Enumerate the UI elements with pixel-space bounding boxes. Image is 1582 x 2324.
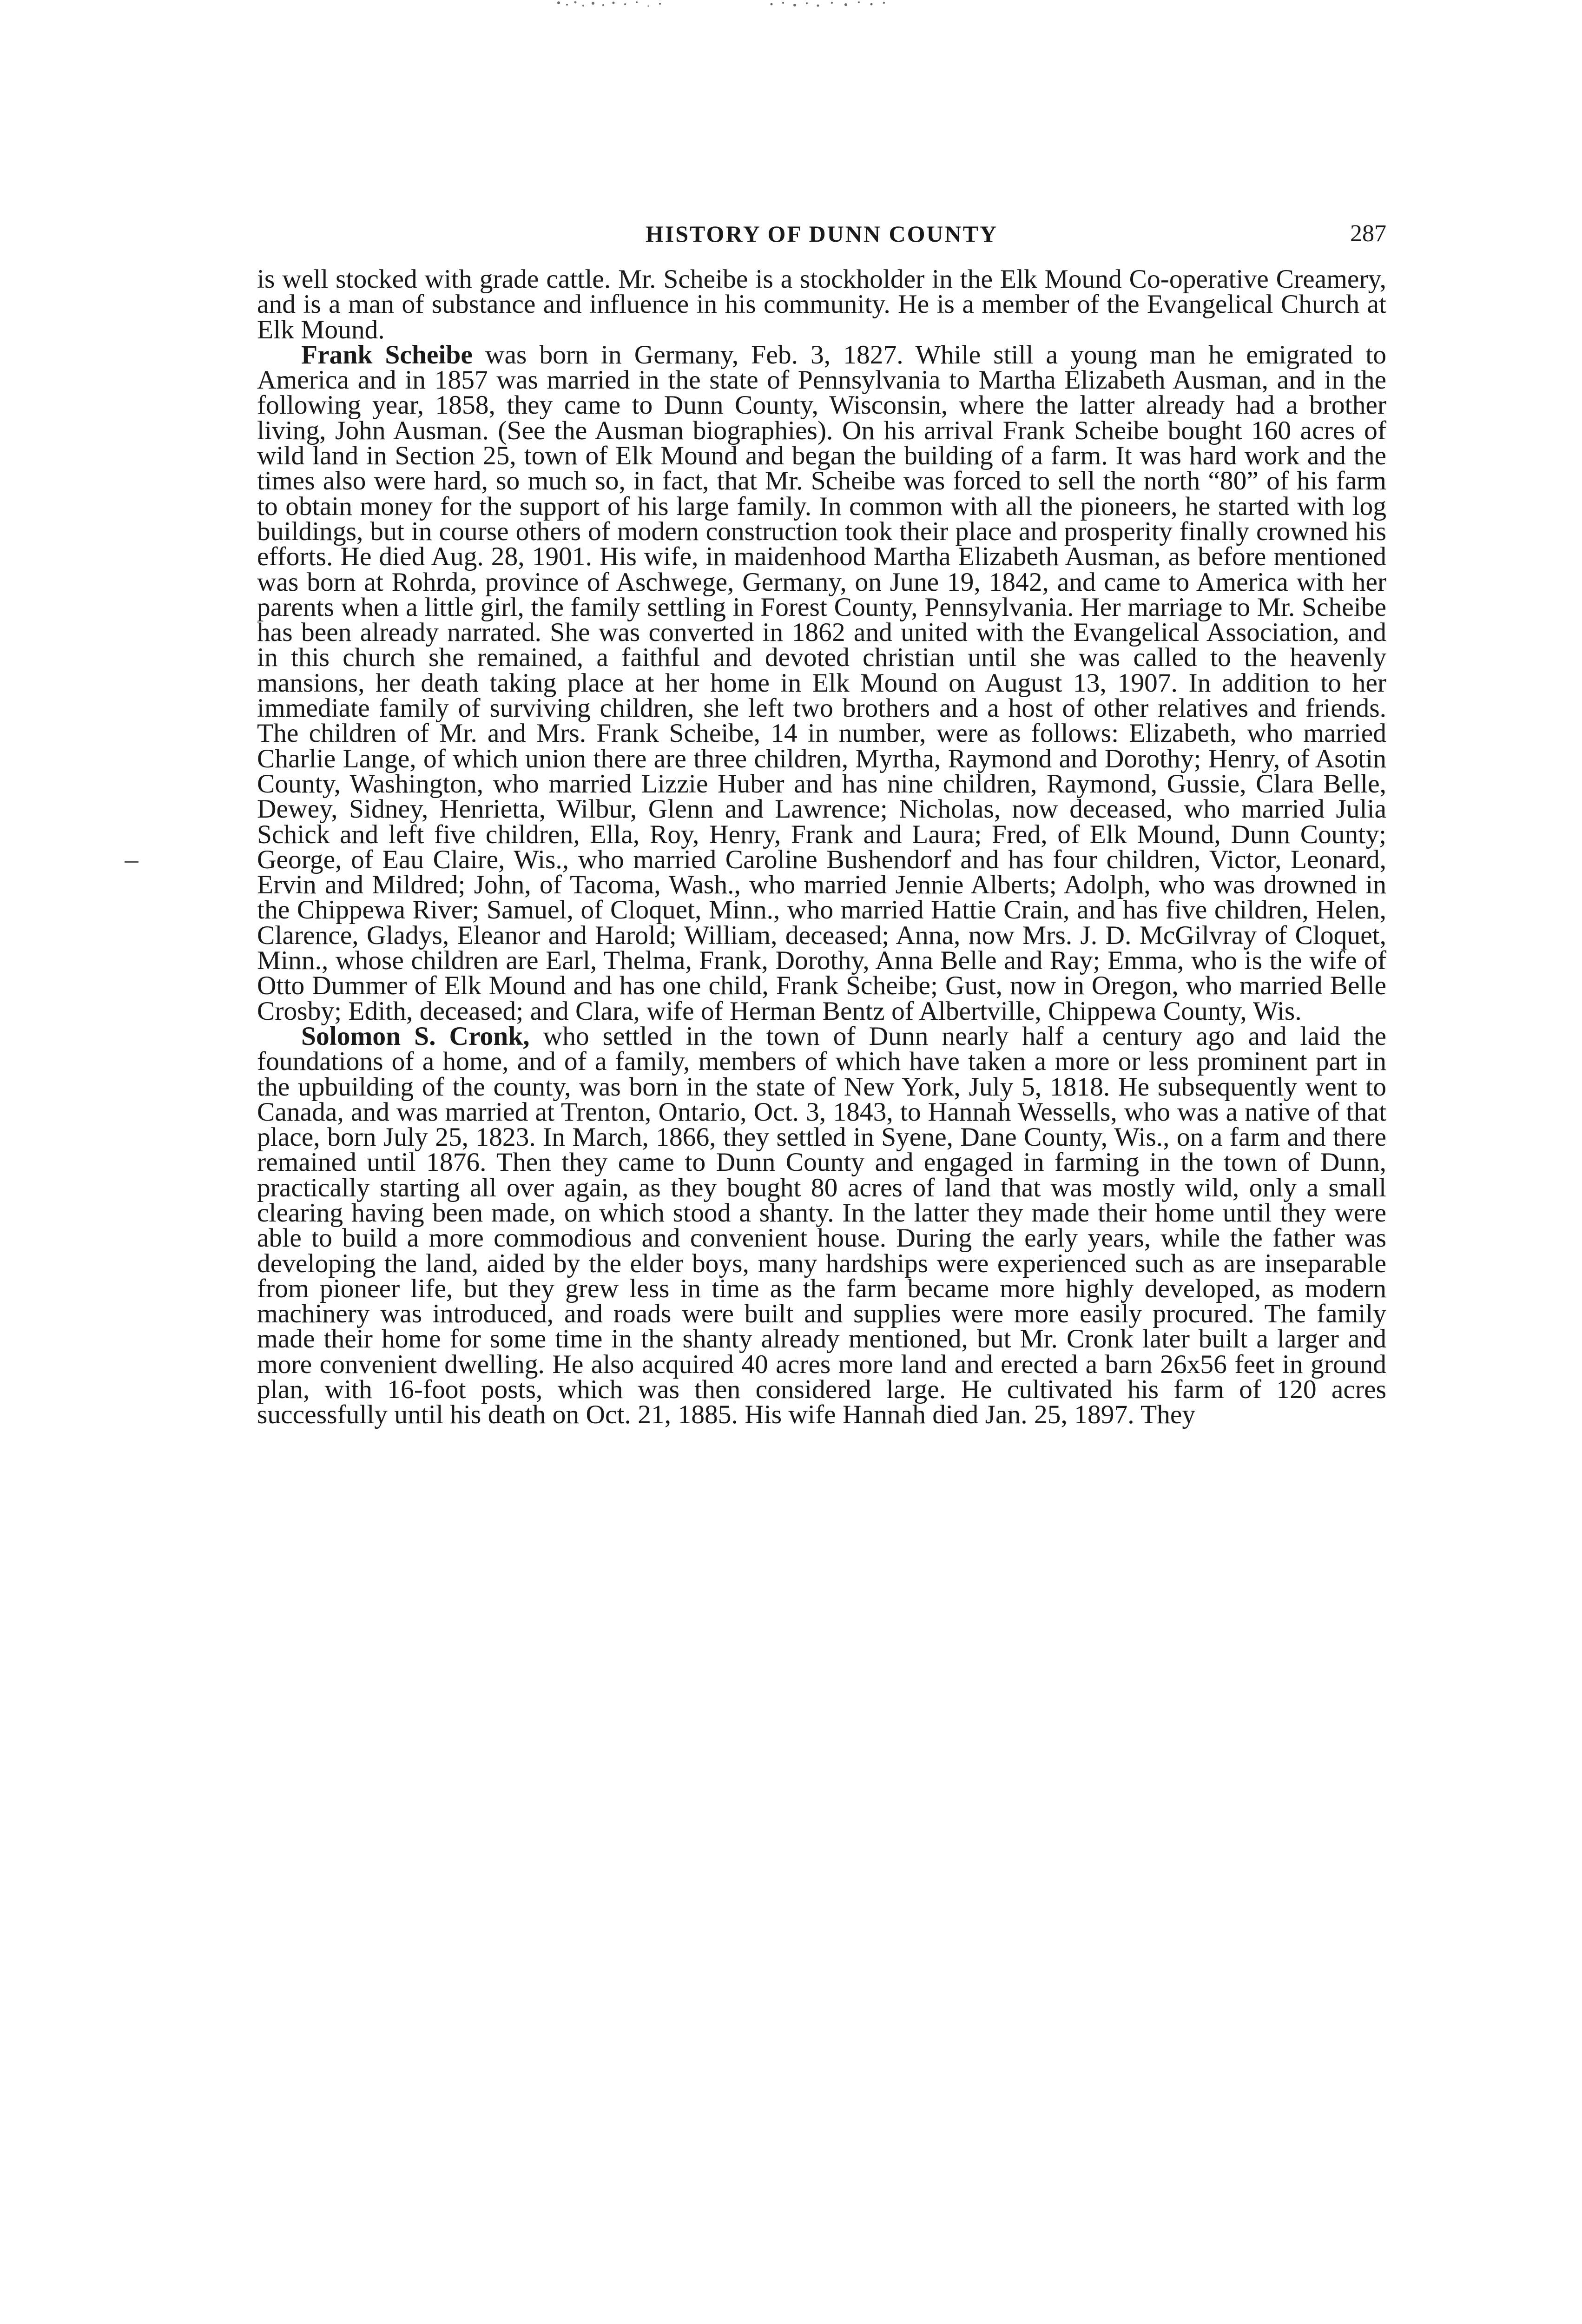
paragraph-continuation bbox=[257, 264, 1386, 344]
paragraph-text: was born in Germany, Feb. 3, 1827. While still a young man he emigrated to America and in 1857 was married in the state of Pennsylvania to Martha Elizabeth Ausman, and in the following year, 1858, they came to Dunn County, Wisconsin, where the latter already had a brother living, John Ausman. (See the Ausman biographies). On his arrival Frank Scheibe bought 160 acres of wild land in Section 25, town of Elk Mound and began the building of a farm. It was hard work and the times also were hard, so much so, in fact, that Mr. Scheibe was forced to sell the north “80” of his farm to obtain money for the support of his large family. In common with all the pioneers, he started with log buildings, but in course others of modern construction took their place and prosperity finally crowned his efforts. He died Aug. 28, 1901. His wife, in maidenhood Martha Elizabeth Ausman, as before mentioned was born at Rohrda, province of Aschwege, Germany, on June 19, 1842, and came to America with her parents when a little girl, the family settling in Forest County, Pennsylvania. Her marriage to Mr. Scheibe has been already narrated. She was converted in 1862 and united with the Evangelical Association, and in this church she remained, a faithful and devoted christian until she was called to the heavenly mansions, her death taking place at her home in Elk Mound on August 13, 1907. In addition to her immediate family of surviving children, she left two brothers and a host of other relatives and friends. The children of Mr. and Mrs. Frank Scheibe, 14 in number, were as follows: Elizabeth, who married Charlie Lange, of which union there are three children, Myrtha, Raymond and Dorothy; Henry, of Asotin County, Washington, who married Lizzie Huber and has nine children, Raymond, Gussie, Clara Belle, Dewey, Sidney, Henrietta, Wilbur, Glenn and Lawrence; Nicholas, now deceased, who married Julia Schick and left five children, Ella, Roy, Henry, Frank and Laura; Fred, of Elk Mound, Dunn County; George, of Eau Claire, Wis., who married Caroline Bushendorf and has four children, Victor, Leonard, Ervin and Mildred; John, of Tacoma, Wash., who married Jennie Alberts; Adolph, who was drowned in the Chippewa River; Samuel, of Cloquet, Minn., who married Hattie Crain, and has five children, Helen, Clarence, Gladys, Eleanor and Harold; William, deceased; Anna, now Mrs. J. D. McGilvray of Cloquet, Minn., whose children are Earl, Thelma, Frank, Dorothy, Anna Belle and Ray; Emma, who is the wife of Otto Dummer of Elk Mound and has one child, Frank Scheibe; Gust, now in Oregon, who married Belle Crosby; Edith, deceased; and Clara, wife of Herman Bentz of Albertville, Chippewa County, Wis. bbox=[257, 340, 1387, 1026]
paragraph-text: who settled in the town of Dunn nearly half a century ago and laid the foundations of a home, and of a family, members of which have taken a more or less prominent part in the upbuilding of the county, was born in the state of New York, July 5, 1818. He subsequently went to Canada, and was married at Trenton, Ontario, Oct. 3, 1843, to Hannah Wessells, who was a native of that place, born July 25, 1823. In March, 1866, they settled in Syene, Dane County, Wis., on a farm and there remained until 1876. Then they came to Dunn County and engaged in farming in the town of Dunn, practically starting all over again, as they bought 80 acres of land that was mostly wild, only a small clearing having been made, on which stood a shanty. In the latter they made their home until they were able to build a more commodious and convenient house. During the early years, while the father was developing the land, aided by the elder boys, many hardships were experienced such as are inseparable from pioneer life, but they grew less in time as the farm became more highly developed, as modern machinery was introduced, and roads were built and supplies were more easily procured. The family made their home for some time in the shanty already mentioned, but Mr. Cronk later built a larger and more convenient dwelling. He also acquired 40 acres more land and erected a barn 26x56 feet in ground plan, with 16-foot posts, which was then considered large. He cultivated his farm of 120 acres successfully until his death on Oct. 21, 1885. His wife Hannah died Jan. 25, 1897. They bbox=[257, 1021, 1386, 1430]
body-text bbox=[257, 264, 1387, 1430]
paragraph-frank-scheibe bbox=[257, 340, 1387, 1026]
margin-mark bbox=[125, 861, 138, 863]
paragraph-solomon-cronk bbox=[257, 1021, 1386, 1430]
scan-specks bbox=[548, 0, 995, 19]
running-head bbox=[257, 218, 1386, 250]
running-title: HISTORY OF DUNN COUNTY bbox=[645, 221, 998, 247]
lead-name: Solomon S. Cronk, bbox=[301, 1021, 530, 1051]
lead-name: Frank Scheibe bbox=[301, 340, 473, 370]
paragraph-text: is well stocked with grade cattle. Mr. Scheibe is a stockholder in the Elk Mound Co-operative Creamery, and is a man of substance and influence in his community. He is a member of the Evangelical Church at Elk Mound. bbox=[257, 264, 1386, 344]
page-number: 287 bbox=[1350, 220, 1386, 247]
